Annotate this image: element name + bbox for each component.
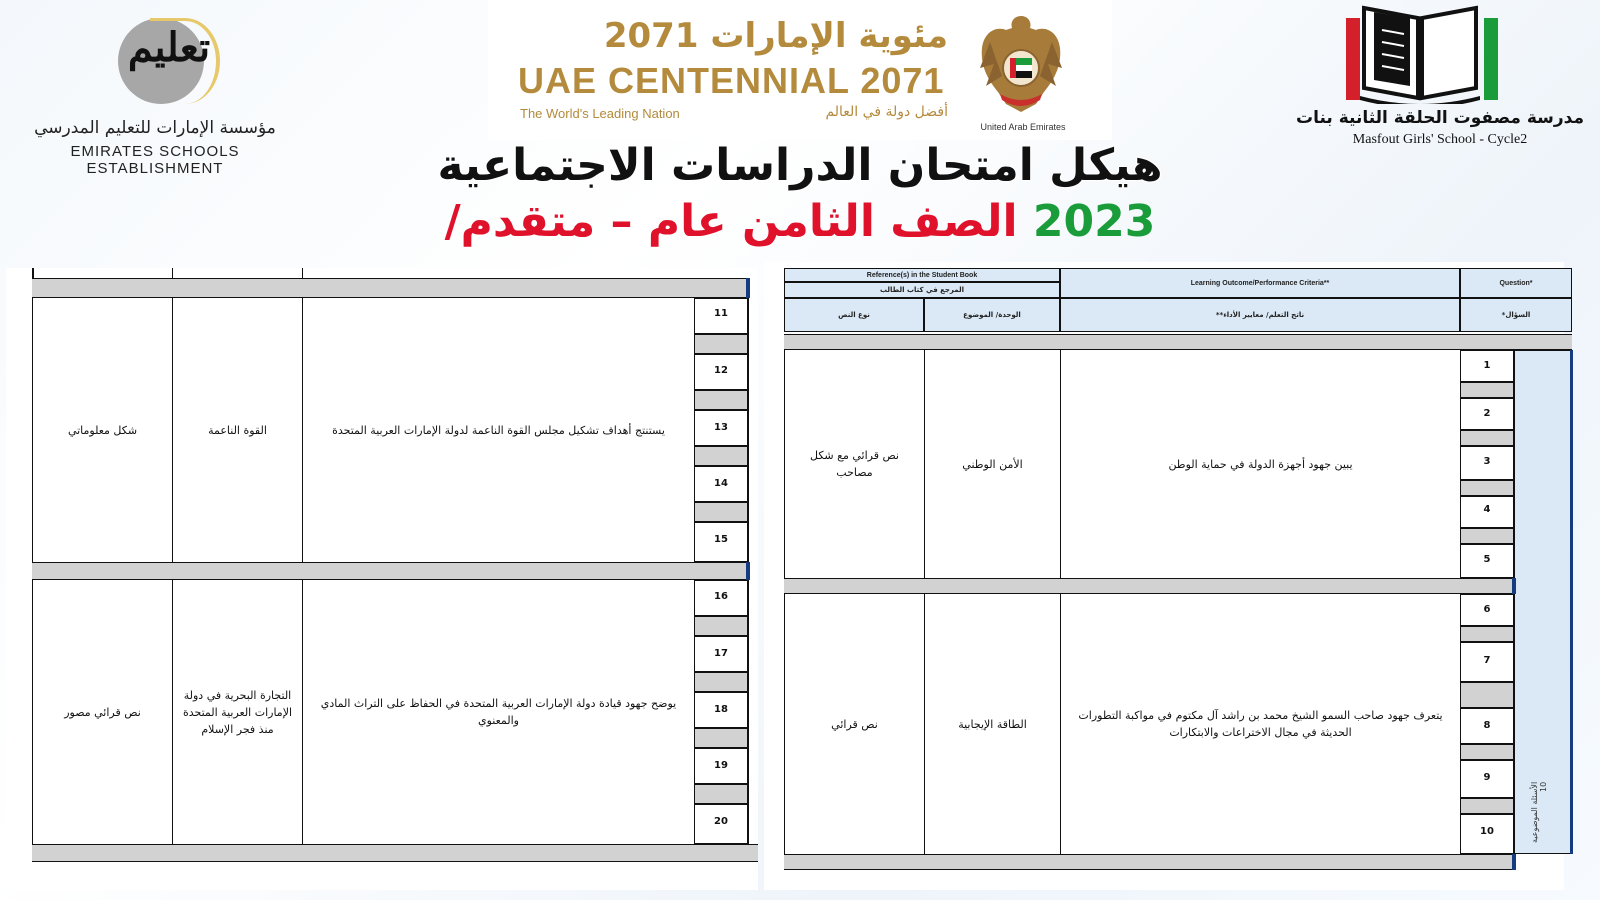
- side-column: [1514, 350, 1572, 854]
- centennial-arabic: مئوية الإمارات 2071: [603, 16, 948, 56]
- question-number: 19: [714, 760, 728, 771]
- emirates-schools-logo: [10, 14, 300, 177]
- question-number: 16: [714, 591, 728, 602]
- esl-name-arabic: مؤسسة الإمارات للتعليم المدرسي: [34, 118, 276, 138]
- centennial-tagline-english: The World's Leading Nation: [520, 106, 680, 121]
- page-header: [0, 0, 1600, 262]
- question-number: 17: [714, 648, 728, 659]
- esl-wordmark: تعليم: [127, 24, 211, 71]
- question-number: 15: [714, 534, 728, 545]
- question-header-en: Question*: [1460, 268, 1572, 298]
- text-type-header: نوع النص: [784, 298, 924, 332]
- question-number: 8: [1483, 720, 1491, 731]
- school-name-english: Masfout Girls' School - Cycle2: [1352, 132, 1528, 147]
- question-number: 6: [1483, 604, 1491, 615]
- table-band: [32, 844, 758, 862]
- uae-centennial-banner: [488, 0, 1112, 140]
- question-number: 7: [1483, 655, 1491, 666]
- text-type-cell: نص قرائي: [831, 717, 878, 731]
- esl-name-english: EMIRATES SCHOOLS ESTABLISHMENT: [70, 143, 240, 177]
- left-table: [6, 268, 758, 890]
- table-band: [32, 562, 748, 580]
- question-number: 14: [714, 478, 728, 489]
- unit-header: الوحدة/ الموضوع: [924, 298, 1060, 332]
- question-number: 11: [714, 308, 728, 319]
- unit-cell: الأمن الوطني: [962, 457, 1023, 471]
- subtitle-year: 2023: [1032, 196, 1156, 247]
- outcome-cell: يستنتج أهداف تشكيل مجلس القوة الناعمة لدولة الإمارات العربية المتحدة: [332, 423, 665, 437]
- question-number: 4: [1483, 504, 1491, 515]
- emblem-label: United Arab Emirates: [980, 122, 1066, 132]
- unit-cell: الطاقة الإيجابية: [958, 717, 1027, 731]
- centennial-tagline-arabic: أفضل دولة في العالم: [825, 104, 948, 120]
- question-number: 20: [714, 816, 728, 827]
- table-band: [784, 854, 1516, 870]
- text-type-cell: نص قرائي مع شكل مصاحب: [809, 449, 899, 479]
- page-title: هيكل امتحان الدراسات الاجتماعية: [437, 140, 1163, 191]
- table-band: [32, 278, 748, 298]
- school-name-arabic: مدرسة مصفوت الحلقة الثانية بنات: [1296, 108, 1584, 128]
- table-band: [784, 334, 1572, 350]
- question-number: 2: [1483, 408, 1491, 419]
- uae-emblem-icon: [976, 8, 1066, 118]
- page-subtitle: [400, 196, 1200, 247]
- centennial-english: UAE CENTENNIAL 2071: [518, 60, 945, 101]
- question-number: 1: [1483, 360, 1491, 371]
- right-table: [764, 262, 1564, 890]
- question-number: 10: [1480, 826, 1494, 837]
- outcome-cell: يبين جهود أجهزة الدولة في حماية الوطن: [1168, 457, 1353, 471]
- school-logo: [1290, 0, 1590, 150]
- outcome-cell: يتعرف جهود صاحب السمو الشيخ محمد بن راشد آل مكتوم في مواكبة التطورات الحديثة في مجال الاختراعات والابتكارات: [1078, 709, 1443, 739]
- table-band: [784, 578, 1516, 594]
- question-header-ar: السؤال*: [1460, 298, 1572, 332]
- unit-cell: التجارة البحرية في دولة الإمارات العربية المتحدة منذ فجر الإسلام: [182, 688, 293, 736]
- question-number: 9: [1483, 772, 1491, 783]
- text-type-cell: شكل معلوماتي: [67, 423, 138, 437]
- unit-cell: القوة الناعمة: [208, 423, 267, 437]
- subtitle-grade: الصف الثامن عام – متقدم/: [444, 196, 1018, 247]
- question-number: 18: [714, 704, 728, 715]
- open-book-icon: [1340, 0, 1500, 104]
- outcome-header-en: Learning Outcome/Performance Criteria**: [1060, 268, 1460, 298]
- question-number: 12: [714, 365, 728, 376]
- question-number: 13: [714, 422, 728, 433]
- outcome-cell: يوضح جهود قيادة دولة الإمارات العربية المتحدة في الحفاظ على التراث المادي والمعنوي: [320, 697, 677, 727]
- reference-header-en: Reference(s) in the Student Book: [784, 268, 1060, 282]
- question-number: 5: [1483, 554, 1491, 565]
- side-label: الأسئلة الموضوعية 10: [1530, 782, 1548, 844]
- text-type-cell: نص قرائي مصور: [64, 705, 141, 719]
- question-number: 3: [1483, 456, 1491, 467]
- outcome-header-ar: ناتج التعلم/ معايير الأداء**: [1060, 298, 1460, 332]
- reference-header-ar: المرجع في كتاب الطالب: [784, 282, 1060, 298]
